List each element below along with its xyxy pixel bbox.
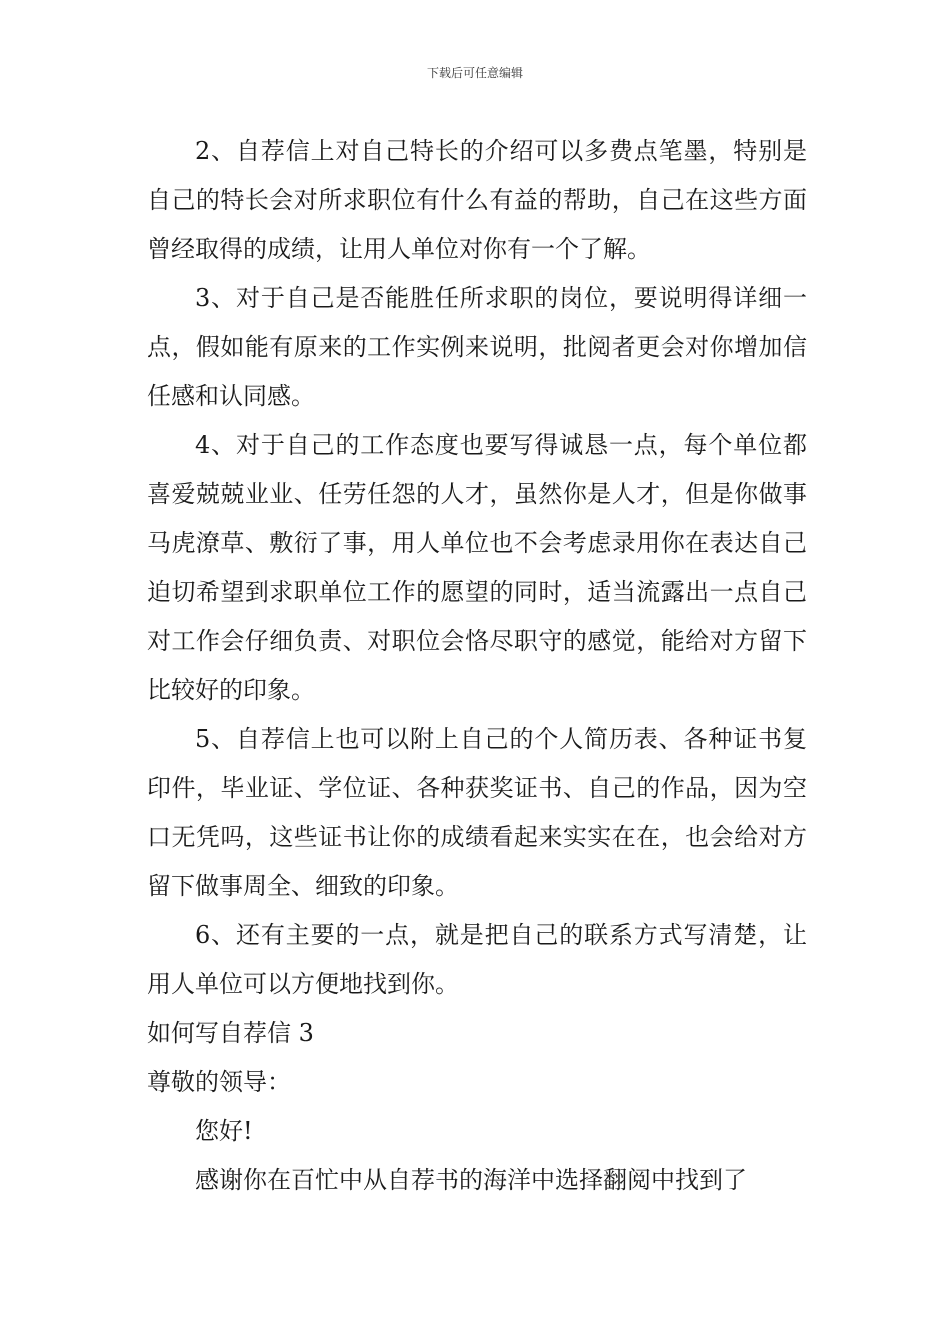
letter-greeting: 您好! — [195, 1117, 253, 1145]
paragraph-tip-6: 6、还有主要的一点，就是把自己的联系方式写清楚，让用人单位可以方便地找到你。 — [147, 921, 807, 998]
letter-salutation: 尊敬的领导： — [147, 1068, 291, 1096]
paragraph-tip-4: 4、对于自己的工作态度也要写得诚恳一点，每个单位都喜爱兢兢业业、任劳任怨的人才，虽然你是人才，但是你做事马虎潦草、敷衍了事，用人单位也不会考虑录用你在表达自己迫切希望到求职单位工作的愿望的同时，适当流露出一点自己对工作会仔细负责、对职位会恪尽职守的感觉，能给对方留下比较好的印象。 — [147, 431, 807, 704]
document-body — [147, 127, 807, 1205]
paragraph-tip-3: 3、对于自己是否能胜任所求职的岗位，要说明得详细一点，假如能有原来的工作实例来说明，批阅者更会对你增加信任感和认同感。 — [147, 284, 807, 410]
paragraph-tip-2: 2、自荐信上对自己特长的介绍可以多费点笔墨，特别是自己的特长会对所求职位有什么有益的帮助，自己在这些方面曾经取得的成绩，让用人单位对你有一个了解。 — [147, 137, 807, 263]
header-note: 下载后可任意编辑 — [426, 66, 523, 80]
letter-opening: 感谢你在百忙中从自荐书的海洋中选择翻阅中找到了 — [195, 1166, 747, 1194]
paragraph-tip-5: 5、自荐信上也可以附上自己的个人简历表、各种证书复印件，毕业证、学位证、各种获奖证书、自己的作品，因为空口无凭吗，这些证书让你的成绩看起来实实在在，也会给对方留下做事周全、细致的印象。 — [147, 725, 807, 900]
section-title: 如何写自荐信 3 — [147, 1019, 314, 1047]
